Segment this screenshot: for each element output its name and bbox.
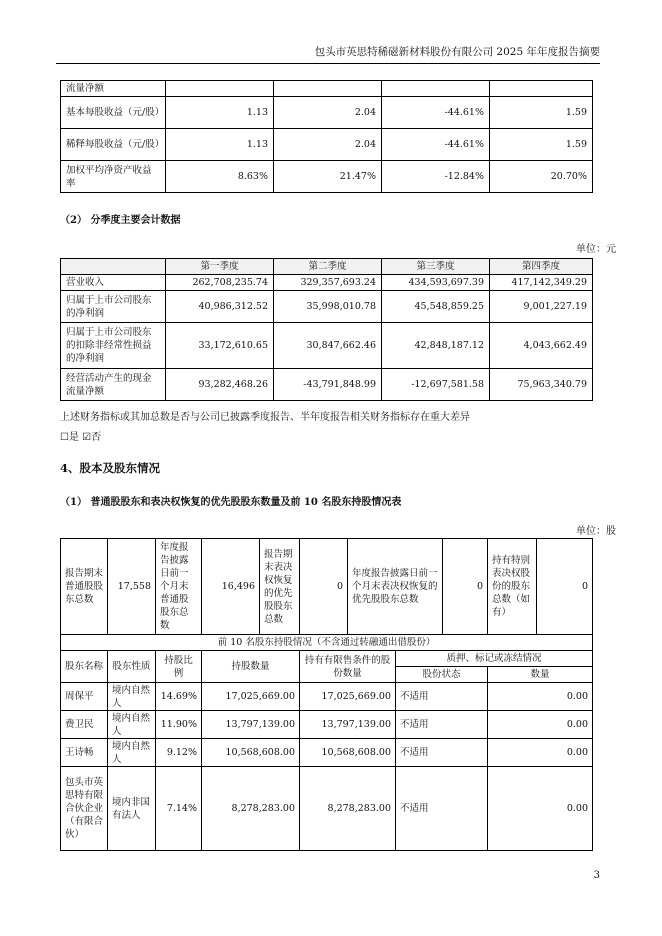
variance-note: 上述财务指标或其加总数是否与公司已披露季度报告、半年度报告相关财务指标存在重大差异: [60, 412, 470, 423]
table-header-row: [61, 259, 593, 275]
quarterly-heading: （2） 分季度主要会计数据: [60, 215, 181, 226]
holder-name: 费卫民: [61, 711, 108, 739]
table-row: [61, 81, 593, 97]
summary-row: 报告期末普通股股东总数 17,558 年度报告披露日前一个月末普通股股东总数 16,496 报告期末表决权恢复的优先股股东总数 0 年度报告披露日前一个月末表决权恢复的优先股股东总数 0 持有特别表决权股份的股东总数（如有） 0: [61, 539, 593, 635]
row-label: 经营活动产生的现金流量净额: [61, 369, 166, 401]
holder-name: 包头市英思特有限合伙企业（有限合伙）: [61, 767, 108, 851]
row-label: 加权平均净资产收益率: [61, 161, 166, 193]
column-header: 持有有限售条件的股份数量: [300, 651, 396, 683]
holder-name: 王诗畅: [61, 739, 108, 767]
table-row: 归属于上市公司股东的净利润 40,986,312.52 35,998,010.78 45,548,859.25 9,001,227.19: [61, 291, 593, 323]
page-number: 3: [593, 870, 600, 881]
quarterly-unit: 单位：元: [576, 244, 616, 255]
row-label: 归属于上市公司股东的净利润: [61, 291, 166, 323]
page-header: 包头市英思特稀磁新材料股份有限公司 2025 年年度报告摘要: [314, 46, 600, 58]
column-header: 数量: [488, 667, 593, 683]
column-header: 股份状态: [396, 667, 488, 683]
table-row: 费卫民 境内自然人 11.90% 13,797,139.00 13,797,139.00 不适用 0.00: [61, 711, 593, 739]
shareholders-unit: 单位：股: [576, 526, 616, 537]
column-header: 第二季度: [274, 259, 382, 275]
financial-indicators-table: [60, 80, 593, 193]
column-header: 第四季度: [490, 259, 593, 275]
table-row: 加权平均净资产收益率 8.63% 21.47% -12.84% 20.70%: [61, 161, 593, 193]
row-label: 基本每股收益（元/股）: [61, 97, 166, 129]
column-header: 质押、标记或冻结情况: [396, 651, 593, 667]
shareholders-table: [60, 538, 593, 851]
column-header: 持股比例: [156, 651, 202, 683]
summary-label: 报告期末普通股股东总数: [61, 539, 108, 635]
row-label: 稀释每股收益（元/股）: [61, 129, 166, 161]
shareholders-subheading: （1） 普通股股东和表决权恢复的优先股股东数量及前 10 名股东持股情况表: [60, 497, 402, 508]
table-row: 归属于上市公司股东的扣除非经常性损益的净利润 33,172,610.65 30,847,662.46 42,848,187.12 4,043,662.49: [61, 323, 593, 369]
column-header: 持股数量: [202, 651, 300, 683]
column-header: 股东性质: [108, 651, 156, 683]
top10-title: 前 10 名股东持股情况（不含通过转融通出借股份）: [61, 635, 593, 651]
column-header: 股东名称: [61, 651, 108, 683]
summary-label: 持有特别表决权股份的股东总数（如有）: [488, 539, 537, 635]
table-row: 稀释每股收益（元/股） 1.13 2.04 -44.61% 1.59: [61, 129, 593, 161]
column-header: 第一季度: [166, 259, 274, 275]
summary-label: 报告期末表决权恢复的优先股股东总数: [260, 539, 300, 635]
table-row: [61, 635, 593, 651]
table-row: 基本每股收益（元/股） 1.13 2.04 -44.61% 1.59: [61, 97, 593, 129]
row-label: 营业收入: [61, 275, 166, 291]
summary-label: 年度报告披露日前一个月末普通股股东总数: [156, 539, 202, 635]
quarterly-data-table: [60, 258, 593, 401]
table-row: 王诗畅 境内自然人 9.12% 10,568,608.00 10,568,608.00 不适用 0.00: [61, 739, 593, 767]
table-row: 周保平 境内自然人 14.69% 17,025,669.00 17,025,669.00 不适用 0.00: [61, 683, 593, 711]
table-header-row: [61, 651, 593, 667]
header-rule: [56, 63, 600, 64]
summary-label: 年度报告披露日前一个月末表决权恢复的优先股股东总数: [348, 539, 443, 635]
section4-heading: 4、股本及股东情况: [60, 461, 161, 475]
variance-answer: ☐是 ☑否: [60, 432, 102, 443]
holder-name: 周保平: [61, 683, 108, 711]
table-row: 营业收入 262,708,235.74 329,357,693.24 434,593,697.39 417,142,349.29: [61, 275, 593, 291]
row-label: 归属于上市公司股东的扣除非经常性损益的净利润: [61, 323, 166, 369]
column-header: 第三季度: [382, 259, 490, 275]
row-label: 流量净额: [61, 81, 166, 97]
table-row: 经营活动产生的现金流量净额 93,282,468.26 -43,791,848.99 -12,697,581.58 75,963,340.79: [61, 369, 593, 401]
table-row: 包头市英思特有限合伙企业（有限合伙） 境内非国有法人 7.14% 8,278,283.00 8,278,283.00 不适用 0.00: [61, 767, 593, 851]
